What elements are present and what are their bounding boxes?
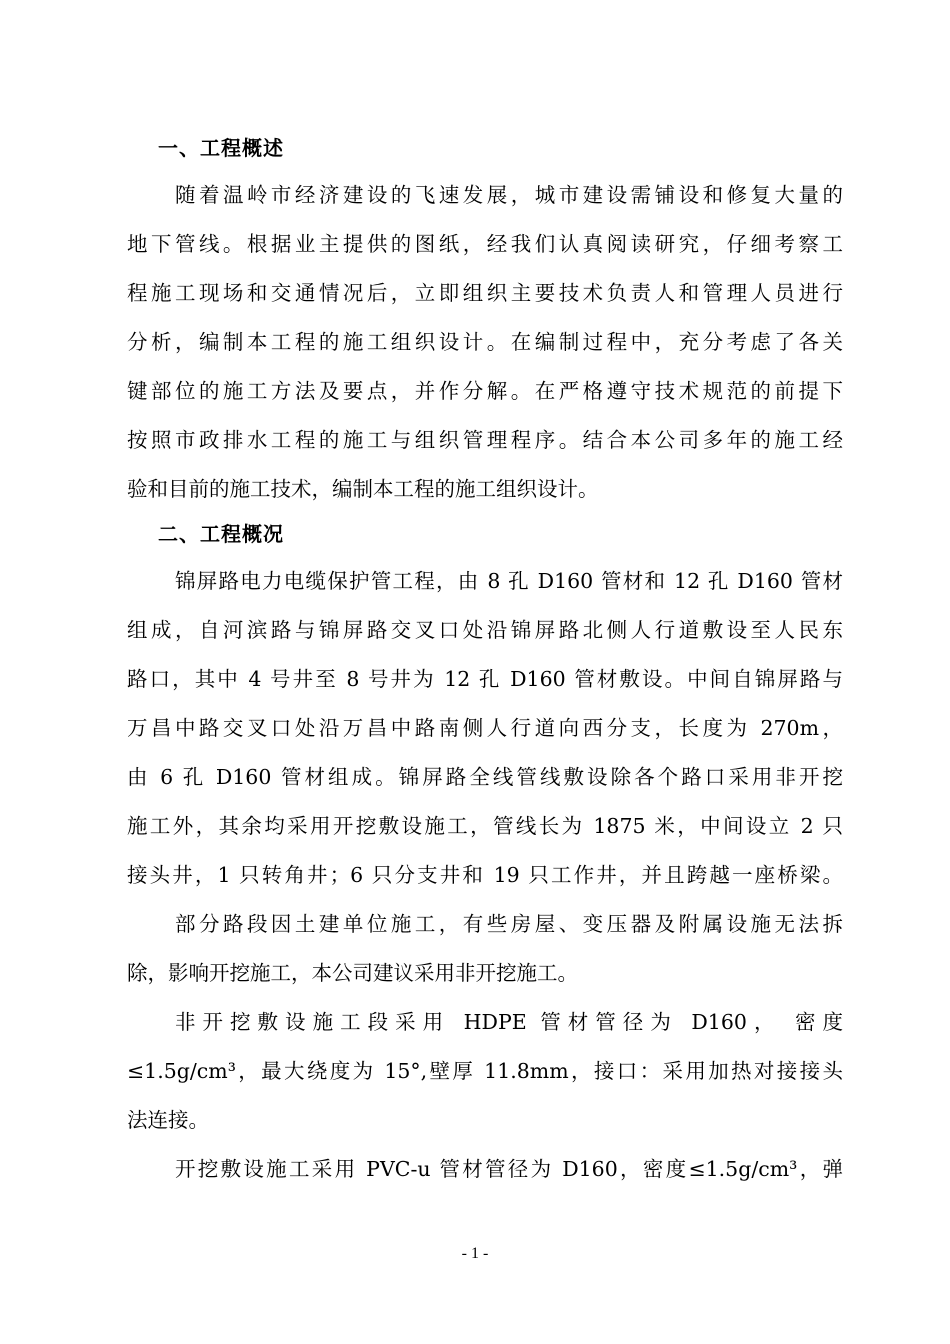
text-line: 接头井，1 只转角井；6 只分支井和 19 只工作井，并且跨越一座桥梁。	[127, 863, 843, 887]
page-number: - 1 -	[461, 1245, 489, 1262]
section-heading-situation: 二、工程概况	[158, 522, 284, 546]
text-line: 验和目前的施工技术，编制本工程的施工组织设计。	[127, 477, 599, 501]
text-line: 除，影响开挖施工，本公司建议采用非开挖施工。	[127, 961, 578, 985]
text-line: 随着温岭市经济建设的飞速发展，城市建设需铺设和修复大量的	[175, 183, 843, 207]
section-heading-overview: 一、工程概述	[158, 136, 284, 160]
text-line: 键部位的施工方法及要点，并作分解。在严格遵守技术规范的前提下	[127, 379, 843, 403]
text-line: ≤1.5g/cm³，最大绕度为 15°,壁厚 11.8mm，接口：采用加热对接接头	[127, 1059, 843, 1083]
text-line: 非开挖敷设施工段采用 HDPE 管材管径为 D160， 密度	[175, 1010, 843, 1034]
text-line: 锦屏路电力电缆保护管工程，由 8 孔 D160 管材和 12 孔 D160 管材	[175, 569, 843, 593]
text-line: 施工外，其余均采用开挖敷设施工，管线长为 1875 米，中间设立 2 只	[127, 814, 843, 838]
text-line: 地下管线。根据业主提供的图纸，经我们认真阅读研究，仔细考察工	[127, 232, 843, 256]
text-line: 万昌中路交叉口处沿万昌中路南侧人行道向西分支，长度为 270m，	[127, 716, 843, 740]
text-line: 分析，编制本工程的施工组织设计。在编制过程中，充分考虑了各关	[127, 330, 843, 354]
text-line: 法连接。	[127, 1108, 209, 1132]
text-line: 组成，自河滨路与锦屏路交叉口处沿锦屏路北侧人行道敷设至人民东	[127, 618, 843, 642]
text-line: 程施工现场和交通情况后，立即组织主要技术负责人和管理人员进行	[127, 281, 843, 305]
text-line: 按照市政排水工程的施工与组织管理程序。结合本公司多年的施工经	[127, 428, 843, 452]
text-line: 路口，其中 4 号井至 8 号井为 12 孔 D160 管材敷设。中间自锦屏路与	[127, 667, 843, 691]
text-line: 由 6 孔 D160 管材组成。锦屏路全线管线敷设除各个路口采用非开挖	[127, 765, 843, 789]
text-line: 开挖敷设施工采用 PVC-u 管材管径为 D160，密度≤1.5g/cm³，弹	[175, 1157, 843, 1181]
text-line: 部分路段因土建单位施工，有些房屋、变压器及附属设施无法拆	[175, 912, 843, 936]
